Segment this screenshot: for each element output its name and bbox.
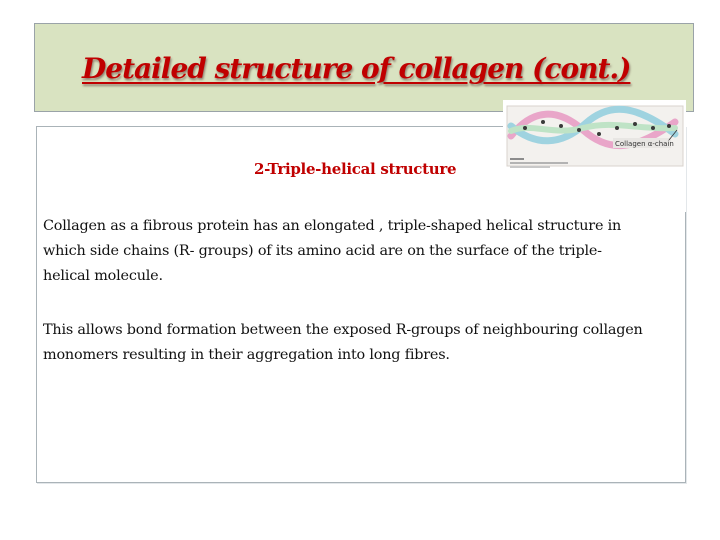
- figure-label: Collagen α-chain: [615, 140, 674, 148]
- collagen-triple-helix-image: [503, 100, 686, 212]
- body-paragraph-2: This allows bond formation between the exposed R-groups of neighbouring collagen monomers resulting in their aggregation into long fibres.: [43, 322, 643, 363]
- slide-title: Detailed structure of collagen (cont.): [82, 52, 631, 85]
- collagen-figure: [503, 100, 686, 212]
- section-subheading: 2-Triple-helical structure: [254, 160, 457, 178]
- body-paragraph-1: Collagen as a fibrous protein has an elongated , triple-shaped helical structure in which side chains (R- groups) of its amino acid are on the surface of the triple-helical molecule.: [43, 218, 622, 284]
